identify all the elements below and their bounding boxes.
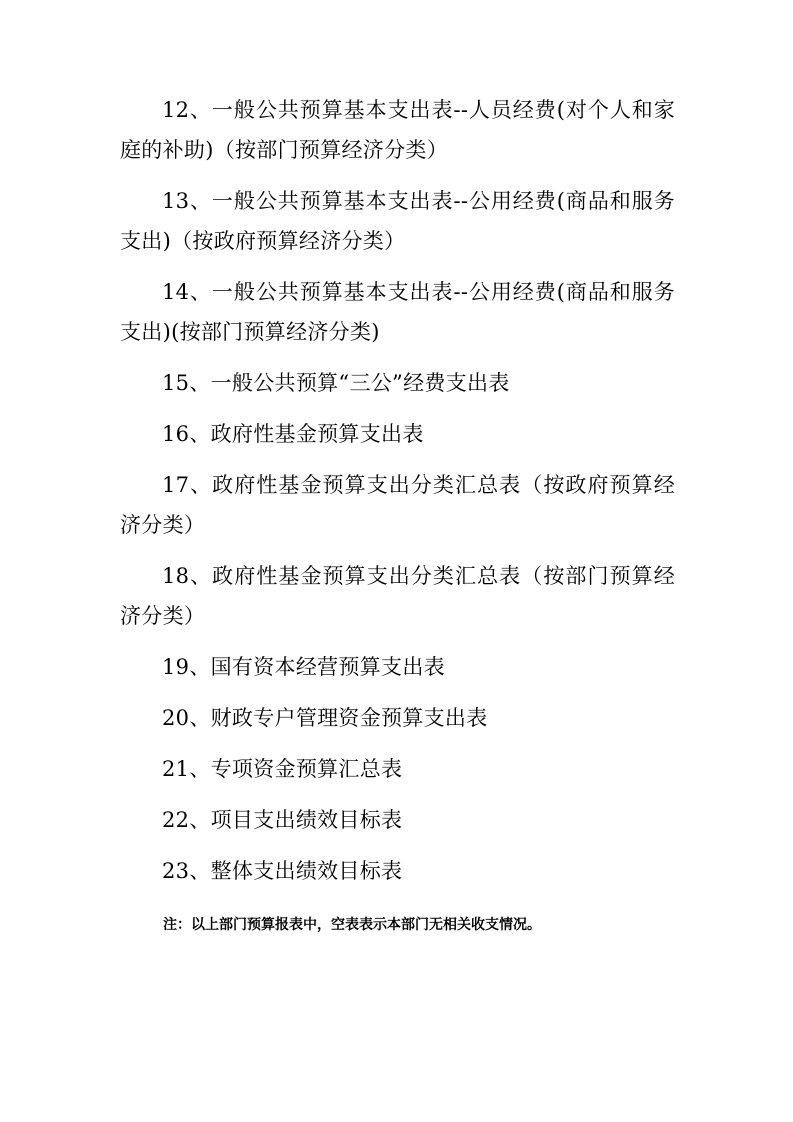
list-item: 17、政府性基金预算支出分类汇总表（按政府预算经济分类） bbox=[120, 473, 675, 537]
list-item: 22、项目支出绩效目标表 bbox=[162, 808, 403, 832]
list-item: 20、财政专户管理资金预算支出表 bbox=[162, 706, 488, 730]
list-item: 21、专项资金预算汇总表 bbox=[162, 757, 403, 781]
footnote: 注：以上部门预算报表中，空表表示本部门无相关收支情况。 bbox=[163, 917, 541, 933]
list-item: 13、一般公共预算基本支出表--公用经费(商品和服务支出)（按政府预算经济分类） bbox=[120, 189, 675, 253]
list-item: 18、政府性基金预算支出分类汇总表（按部门预算经济分类） bbox=[120, 564, 675, 628]
list-item: 14、一般公共预算基本支出表--公用经费(商品和服务支出)(按部门预算经济分类) bbox=[120, 280, 675, 344]
list-item: 12、一般公共预算基本支出表--人员经费(对个人和家庭的补助)（按部门预算经济分类） bbox=[120, 98, 675, 162]
report-list bbox=[120, 90, 675, 902]
list-item: 23、整体支出绩效目标表 bbox=[162, 859, 403, 883]
list-item: 16、政府性基金预算支出表 bbox=[162, 422, 424, 446]
list-item: 15、一般公共预算“三公”经费支出表 bbox=[162, 371, 510, 395]
list-item: 19、国有资本经营预算支出表 bbox=[162, 655, 445, 679]
